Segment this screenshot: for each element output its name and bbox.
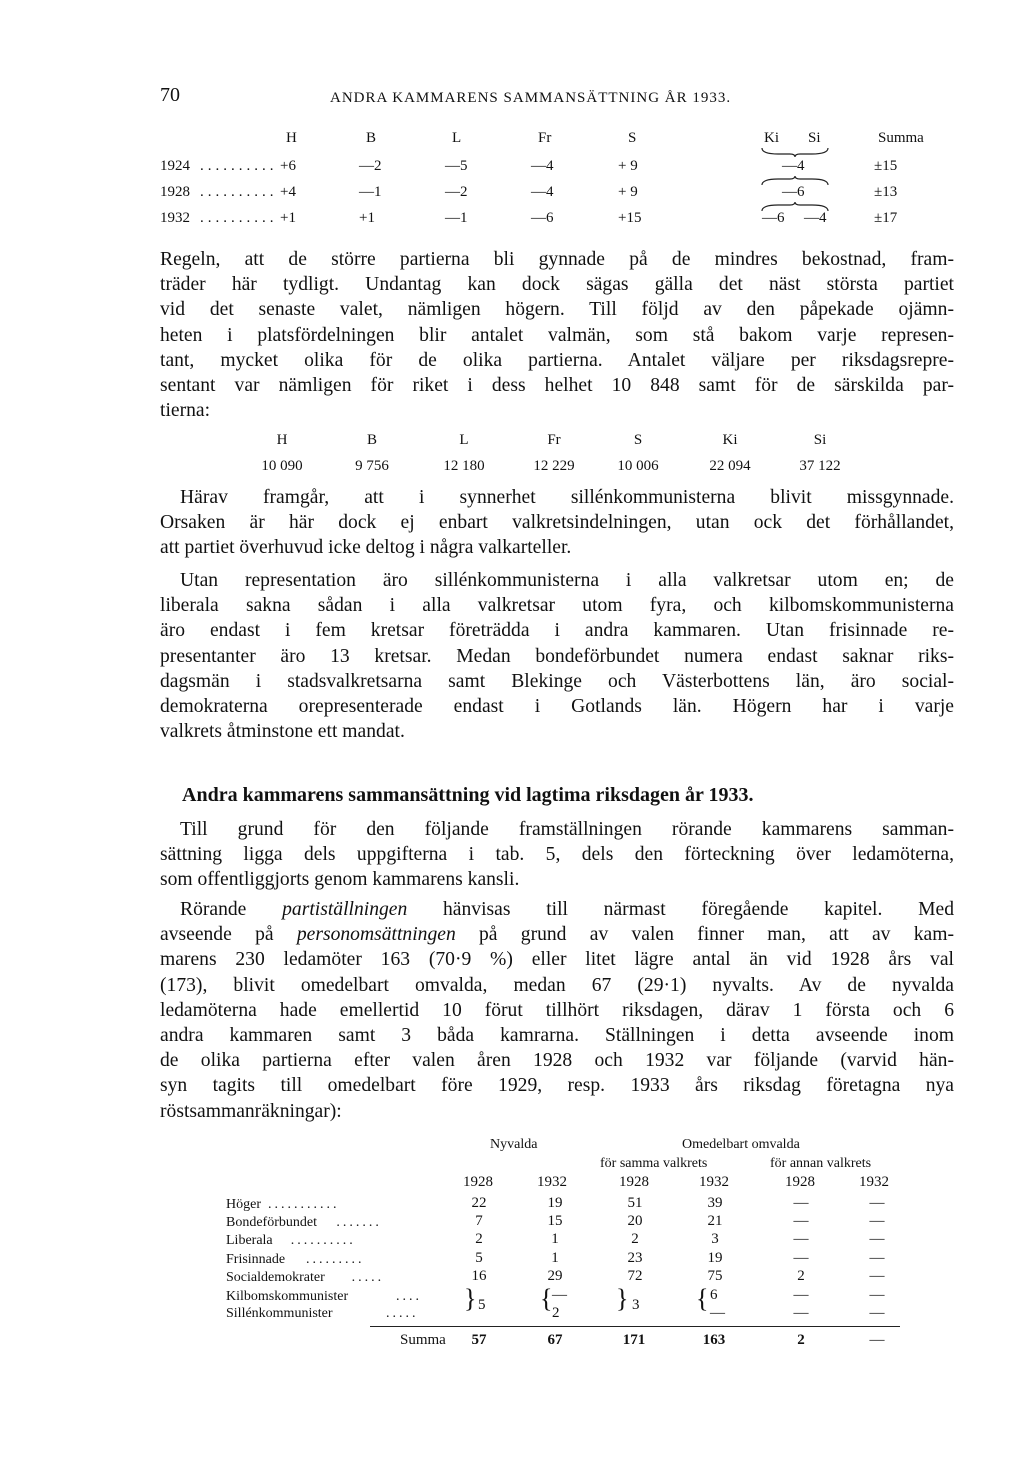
leader-dots: .......... [200, 158, 278, 174]
row-label: Socialdemokrater [226, 1269, 325, 1285]
cell: 39 [707, 1195, 723, 1211]
col-group-header: Nyvalda [490, 1137, 538, 1152]
row-label: Kilbomskommunister [226, 1289, 349, 1304]
col-header: 1928 [785, 1174, 815, 1190]
text-span: Rörande [180, 899, 283, 920]
text-line: Till grund för den följande framställningen rörande kammarens samman- [180, 819, 954, 840]
italic-term: personomsättningen [296, 924, 456, 946]
cell: 1 [551, 1231, 559, 1248]
text-span: avseende på [160, 924, 297, 946]
text-line: Orsaken är här dock ej enbart valkretsindelningen, utan ock det förhållandet, [160, 512, 954, 534]
col-header: 1928 [463, 1174, 493, 1190]
brace-right-icon: } [464, 1284, 477, 1313]
cell: 72 [627, 1267, 643, 1284]
col-header: Ki [722, 432, 738, 448]
brace-right-icon: } [616, 1284, 629, 1313]
col-group-header: Omedelbart omvalda [682, 1137, 800, 1152]
col-subheader: för annan valkrets [770, 1156, 872, 1171]
cell: 19 [547, 1195, 563, 1211]
paragraph [160, 817, 954, 893]
row-label: Bondeförbundet [226, 1215, 317, 1231]
leader-dots: .... [396, 1289, 422, 1304]
cell: 51 [627, 1195, 643, 1211]
cell: — [869, 1287, 885, 1303]
cell: 19 [707, 1249, 723, 1266]
cell: —4 [531, 184, 554, 200]
cell: ±15 [874, 158, 898, 174]
text-line: syn tagits till omedelbart före 1929, resp. 1933 års riksdag företagna nya [160, 1075, 954, 1097]
cell: 37 122 [799, 458, 841, 474]
col-header: Ki [764, 130, 779, 146]
col-header: L [452, 130, 462, 146]
cell: 7 [475, 1213, 483, 1230]
col-header: Fr [538, 130, 552, 146]
cell: 2 [631, 1231, 639, 1248]
col-header: B [366, 432, 377, 448]
text-line: marens 230 ledamöter 163 (70·9 %) eller litet lägre antal än vid 1928 års val [160, 949, 954, 971]
text-line: demokraterna orepresenterade endast i Gotlands län. Högern har i varje [160, 695, 954, 717]
text-line: valkrets åtminstone ett mandat. [160, 721, 405, 743]
leader-dots: .......... [200, 184, 278, 200]
text-line [160, 897, 954, 922]
cell: — [869, 1231, 885, 1248]
col-header: 1928 [619, 1174, 649, 1190]
cell: 12 229 [533, 458, 575, 474]
cell: 22 094 [709, 458, 751, 474]
cell: — [710, 1305, 725, 1321]
text-line: sättning ligga dels uppgifterna i tab. 5, dels den förteckning över ledamöterna, [160, 844, 954, 866]
cell: 29 [547, 1267, 563, 1284]
col-header: 1932 [859, 1174, 889, 1190]
cell: —6 [782, 184, 805, 200]
text-line [160, 922, 954, 947]
cell: 9 756 [355, 458, 389, 474]
cell: 22 [471, 1195, 487, 1211]
leader-dots: ......... [306, 1251, 365, 1267]
text-line: presentanter äro 13 kretsar. Medan bondeförbundet numera endast saknar riks- [160, 645, 954, 667]
cell: —4 [804, 210, 827, 226]
col-header: L [459, 432, 469, 448]
cell: —4 [782, 158, 805, 174]
text-line: träder här tydligt. Undantag kan dock sägas gälla det näst största partiet [160, 274, 954, 296]
col-header: Summa [878, 130, 924, 146]
cell: + 9 [618, 158, 638, 174]
cell: — [793, 1287, 809, 1303]
cell: —1 [359, 184, 382, 200]
row-label: Höger [226, 1197, 261, 1212]
cell: +4 [280, 184, 296, 200]
col-header: Fr [547, 432, 561, 448]
cell: 2 [475, 1231, 483, 1248]
col-header: S [633, 432, 643, 448]
cell: — [869, 1249, 885, 1266]
row-year: 1932 [160, 210, 190, 226]
cell: — [793, 1213, 809, 1230]
sum-cell: — [869, 1332, 885, 1348]
col-header: 1932 [699, 1174, 729, 1190]
cell: +6 [280, 158, 296, 174]
row-label: Liberala [226, 1233, 273, 1249]
cell: 10 006 [617, 458, 659, 474]
cell: 3 [632, 1297, 640, 1313]
cell: 5 [475, 1249, 483, 1266]
sum-cell: 163 [702, 1332, 726, 1348]
text-line: vid det senaste valet, nämligen högern. Till följd av den påpekade ojämn- [160, 299, 954, 321]
cell: 6 [710, 1287, 718, 1303]
summa-label: Summa [400, 1332, 446, 1348]
running-head: ANDRA KAMMARENS SAMMANSÄTTNING ÅR 1933. [330, 90, 732, 106]
paragraph [160, 247, 954, 423]
cell: 1 [551, 1249, 559, 1266]
text-line: ledamöterna hade emellertid 10 förut tillhört riksdagen, därav 1 första och 6 [160, 999, 954, 1021]
text-span: hänvisas till närmast föregående kapitel. Med [407, 899, 954, 920]
text-line: dagsmän i stadsvalkretsarna samt Blekinge och Västerbottens län, äro social- [160, 670, 954, 692]
italic-term: partiställningen [282, 899, 408, 920]
cell: 2 [552, 1305, 560, 1321]
row-year: 1924 [160, 158, 190, 174]
cell: 75 [707, 1267, 723, 1284]
row-label: Sillénkommunister [226, 1306, 333, 1321]
cell: — [869, 1195, 885, 1211]
leader-dots: ..... [386, 1306, 419, 1321]
leader-dots: ....... [336, 1215, 382, 1231]
text-line: röstsammanräkningar): [160, 1100, 342, 1122]
col-header: Si [813, 432, 827, 448]
cell: ±17 [874, 210, 898, 226]
text-line: de olika partierna efter valen åren 1928 och 1932 var följande (varvid hän- [160, 1050, 954, 1072]
leader-dots: .......... [290, 1233, 356, 1249]
leader-dots: .......... [200, 210, 278, 226]
text-span: på grund av valen finner man, att av kam- [455, 924, 954, 946]
brace-icon [760, 146, 830, 158]
cell: 3 [711, 1231, 719, 1248]
cell: — [869, 1213, 885, 1230]
brace-left-icon: { [540, 1284, 553, 1313]
sum-rule [370, 1326, 900, 1327]
text-line: sentant var nämligen för riket i dess helhet 10 848 samt för de särskilda par- [160, 374, 954, 396]
cell: — [793, 1249, 809, 1266]
col-header: H [286, 130, 297, 146]
cell: — [869, 1267, 885, 1284]
sum-cell: 67 [547, 1332, 563, 1348]
cell: +15 [618, 210, 642, 226]
row-year: 1928 [160, 184, 190, 200]
paragraph [160, 568, 954, 744]
text-line: Regeln, att de större partierna bli gynnade på de mindres bekostnad, fram- [160, 249, 954, 270]
leader-dots: ........... [268, 1197, 340, 1212]
cell: +1 [359, 210, 375, 226]
cell: —6 [762, 210, 785, 226]
text-line: liberala sakna sådan i alla valkretsar utom fyra, och kilbomskommunisterna [160, 595, 954, 617]
cell: —1 [445, 210, 468, 226]
cell: + 9 [618, 184, 638, 200]
leader-dots: ..... [351, 1269, 385, 1285]
sum-cell: 171 [622, 1332, 646, 1348]
row-label: Frisinnade [226, 1251, 286, 1267]
sum-cell: 57 [471, 1332, 487, 1348]
text-line: tant, mycket olika för de olika partierna. Antalet väljare per riksdagsrepre- [160, 349, 954, 371]
cell: 5 [478, 1297, 486, 1313]
paragraph [160, 897, 954, 1124]
section-heading: Andra kammarens sammansättning vid lagtima riksdagen år 1933. [182, 784, 754, 806]
text-line: heten i platsfördelningen blir antalet valmän, som stå bakom varje represen- [160, 324, 954, 346]
cell: —2 [445, 184, 468, 200]
text-line: Utan representation äro sillénkommunisterna i alla valkretsar utom en; de [180, 570, 954, 591]
col-header: Si [808, 130, 821, 146]
sum-cell: 2 [797, 1332, 805, 1348]
cell: 10 090 [261, 458, 303, 474]
cell: — [869, 1305, 885, 1321]
text-line: (173), blivit omedelbart omvalda, medan 67 (29·1) nyvalts. Av de nyvalda [160, 974, 954, 996]
cell: 20 [627, 1213, 643, 1230]
text-line: som offentliggjorts genom kammarens kansli. [160, 869, 520, 891]
cell: —4 [531, 158, 554, 174]
cell: 21 [707, 1213, 723, 1230]
col-subheader: för samma valkrets [600, 1156, 708, 1171]
text-line: Härav framgår, att i synnerhet sillénkommunisterna blivit missgynnade. [180, 487, 954, 508]
cell: ±13 [874, 184, 898, 200]
cell: —6 [531, 210, 554, 226]
page-number: 70 [160, 84, 180, 106]
cell: 15 [547, 1213, 563, 1230]
col-header: S [628, 130, 637, 146]
cell: 12 180 [443, 458, 485, 474]
cell: —2 [359, 158, 382, 174]
col-header: 1932 [537, 1174, 567, 1190]
cell: —5 [445, 158, 468, 174]
paragraph [160, 485, 954, 561]
cell: +1 [280, 210, 296, 226]
cell: — [793, 1305, 809, 1321]
cell: 2 [797, 1267, 805, 1284]
col-header: B [366, 130, 377, 146]
text-line: andra kammaren samt 3 båda kamrarna. Ställningen i detta avseende inom [160, 1024, 954, 1046]
col-header: H [276, 432, 288, 448]
cell: 23 [627, 1249, 643, 1266]
cell: — [552, 1287, 567, 1303]
brace-left-icon: { [696, 1284, 709, 1313]
text-line: tierna: [160, 400, 211, 422]
text-line: att partiet överhuvud icke deltog i några valkarteller. [160, 537, 572, 559]
cell: 16 [471, 1267, 487, 1284]
text-line: äro endast i fem kretsar företrädda i andra kammaren. Utan frisinnade re- [160, 620, 954, 642]
cell: — [793, 1195, 809, 1211]
cell: — [793, 1231, 809, 1248]
